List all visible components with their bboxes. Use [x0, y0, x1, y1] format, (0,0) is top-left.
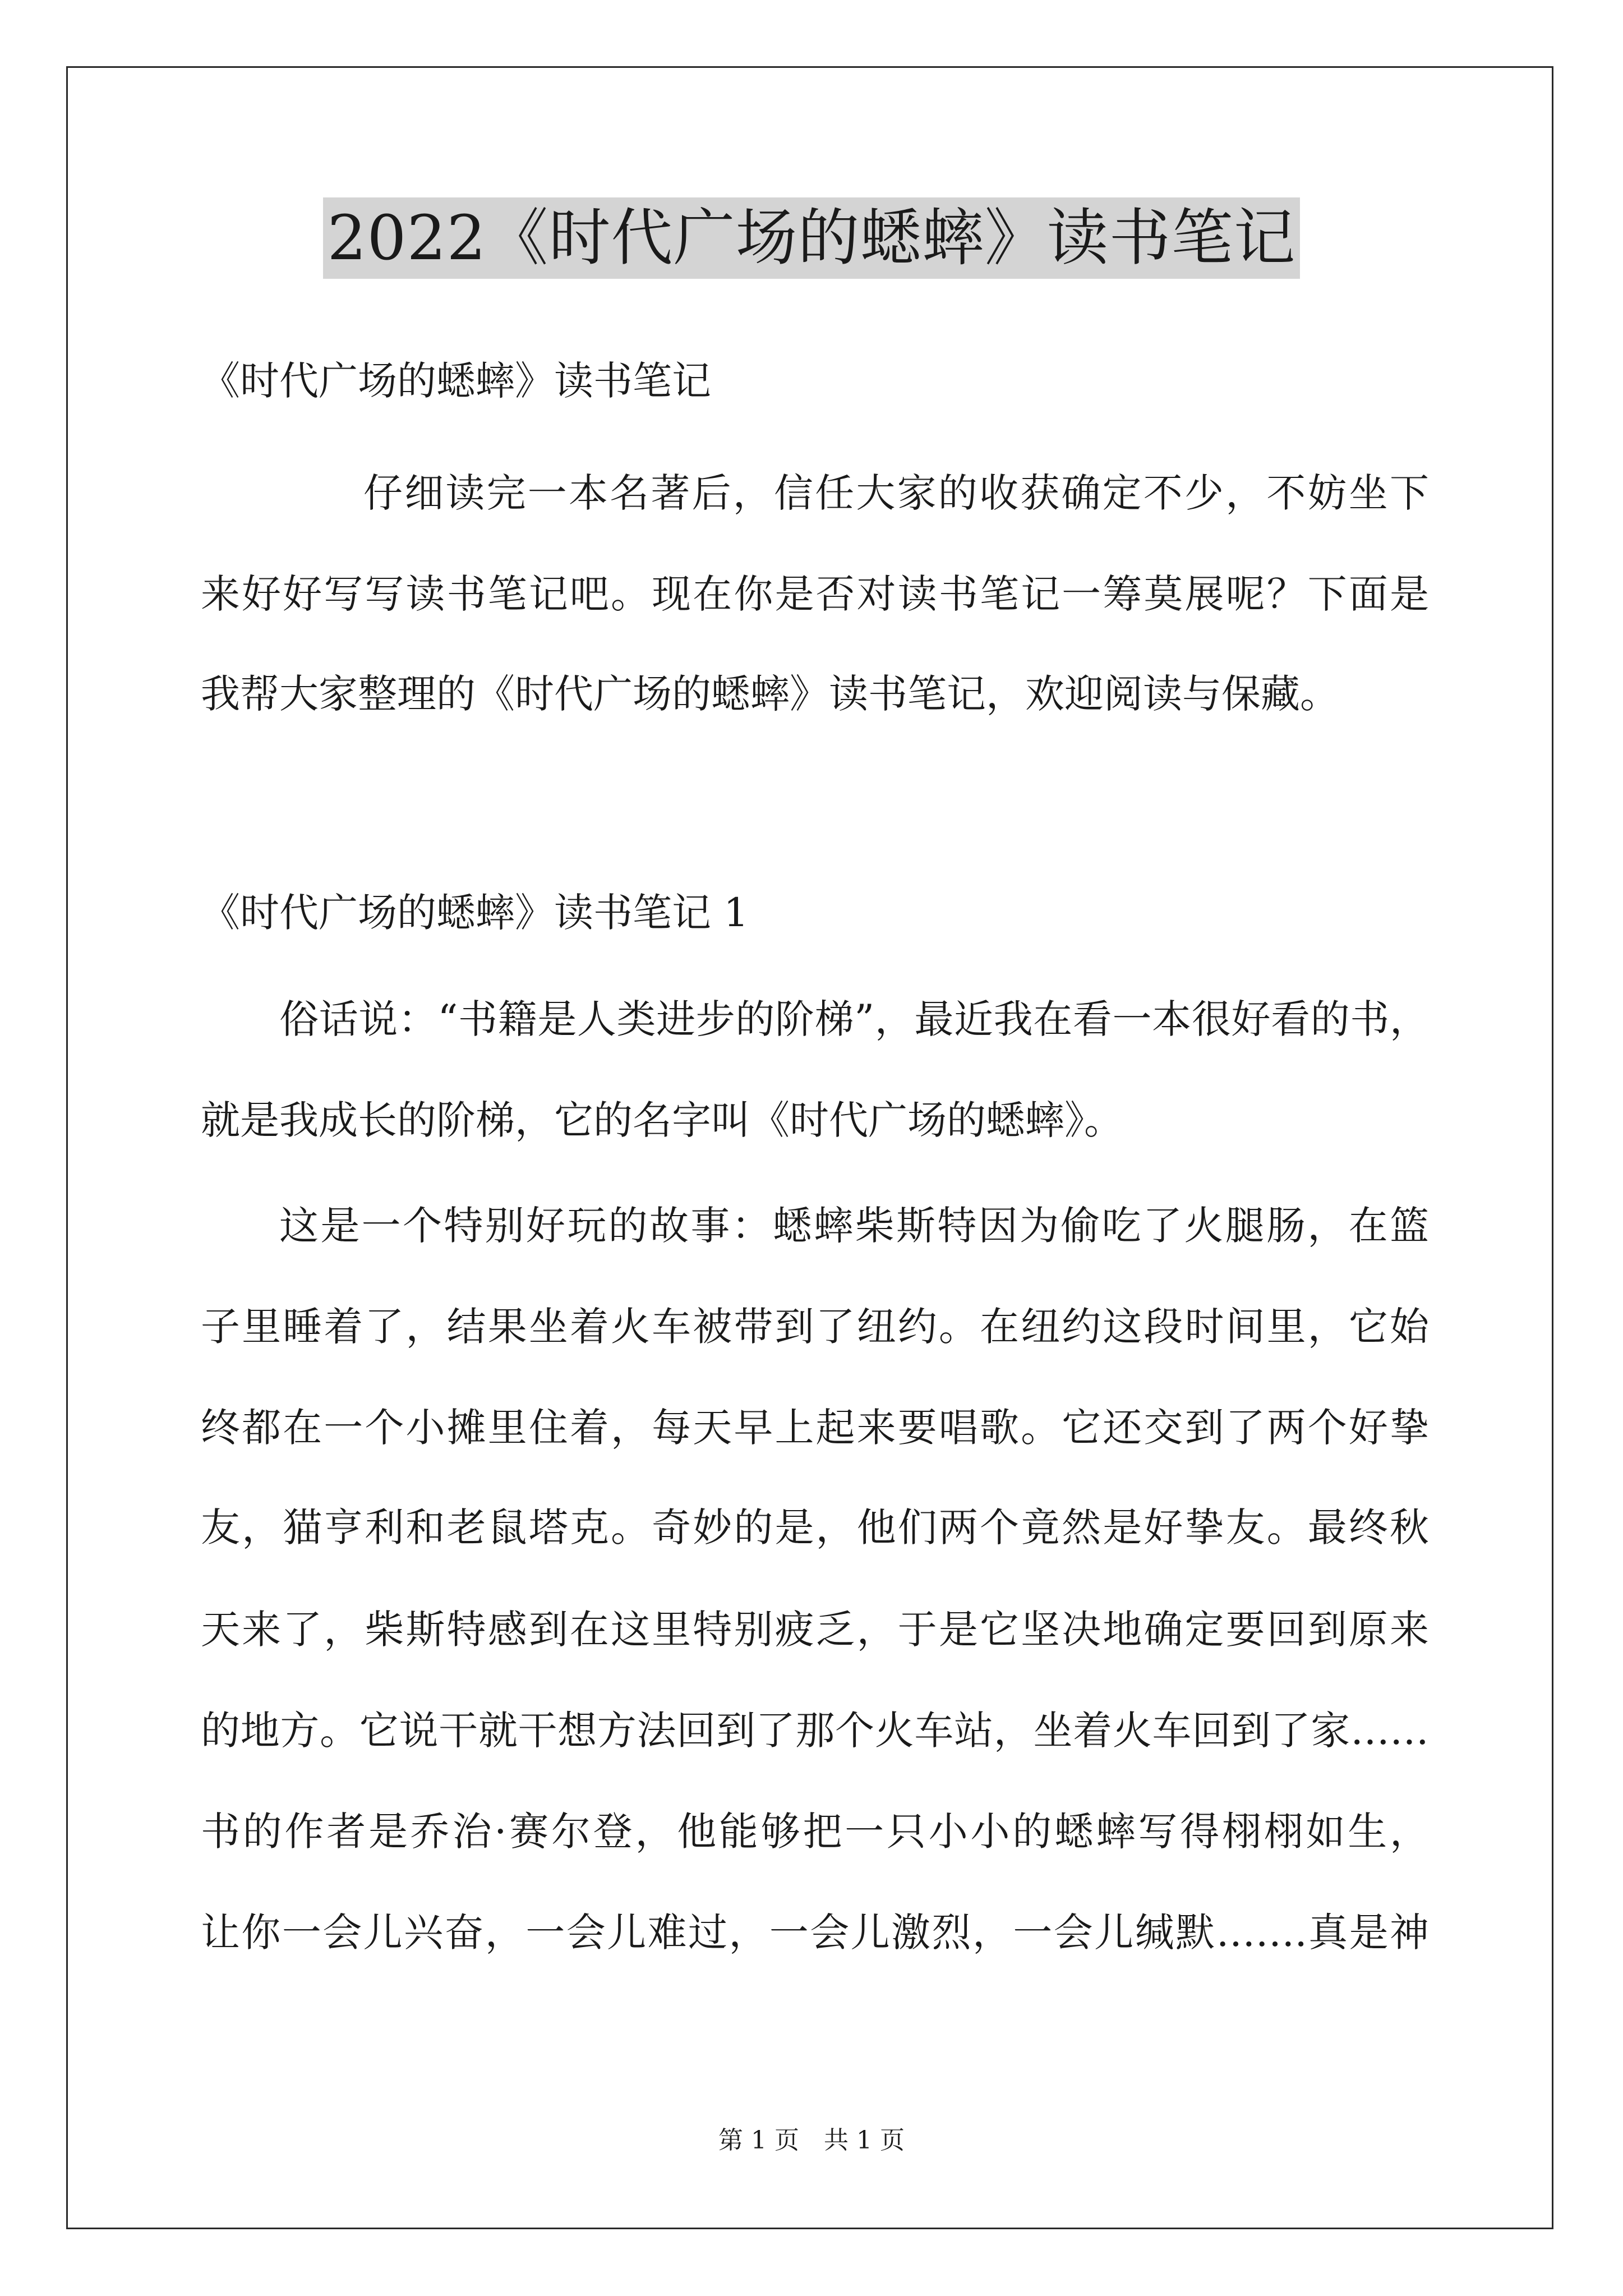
paragraph-line: 的地方。它说干就干想方法回到了那个火车站，坐着火车回到了家……	[201, 1708, 1429, 1754]
section-heading: 《时代广场的蟋蟀》读书笔记	[201, 358, 711, 404]
paragraph-line: 仔细读完一本名著后，信任大家的收获确定不少，不妨坐下	[363, 470, 1429, 516]
title-container	[0, 197, 1623, 279]
paragraph-line: 终都在一个小摊里住着，每天早上起来要唱歌。它还交到了两个好挚	[201, 1405, 1429, 1451]
paragraph-line: 子里睡着了，结果坐着火车被带到了纽约。在纽约这段时间里，它始	[201, 1304, 1429, 1350]
paragraph-line: 天来了，柴斯特感到在这里特别疲乏，于是它坚决地确定要回到原来	[201, 1607, 1429, 1653]
paragraph-line: 书的作者是乔治·赛尔登，他能够把一只小小的蟋蟀写得栩栩如生，	[201, 1809, 1429, 1855]
paragraph-line: 就是我成长的阶梯，它的名字叫《时代广场的蟋蟀》。	[201, 1097, 1123, 1143]
section-heading: 《时代广场的蟋蟀》读书笔记 1	[201, 890, 749, 936]
paragraph-line: 来好好写写读书笔记吧。现在你是否对读书笔记一筹莫展呢？下面是	[201, 571, 1429, 617]
paragraph-line: 俗话说：“书籍是人类进步的阶梯”，最近我在看一本很好看的书，	[279, 996, 1429, 1042]
paragraph-line: 让你一会儿兴奋，一会儿难过，一会儿激烈，一会儿缄默…….真是神	[201, 1910, 1429, 1955]
document-title: 2022《时代广场的蟋蟀》读书笔记	[323, 197, 1301, 279]
page-number: 第 1 页 共 1 页	[718, 2126, 905, 2155]
paragraph-line: 我帮大家整理的《时代广场的蟋蟀》读书笔记，欢迎阅读与保藏。	[201, 671, 1339, 717]
paragraph-line: 这是一个特别好玩的故事：蟋蟀柴斯特因为偷吃了火腿肠，在篮	[279, 1203, 1429, 1249]
paragraph-line: 友，猫亨利和老鼠塔克。奇妙的是，他们两个竟然是好挚友。最终秋	[201, 1504, 1429, 1550]
